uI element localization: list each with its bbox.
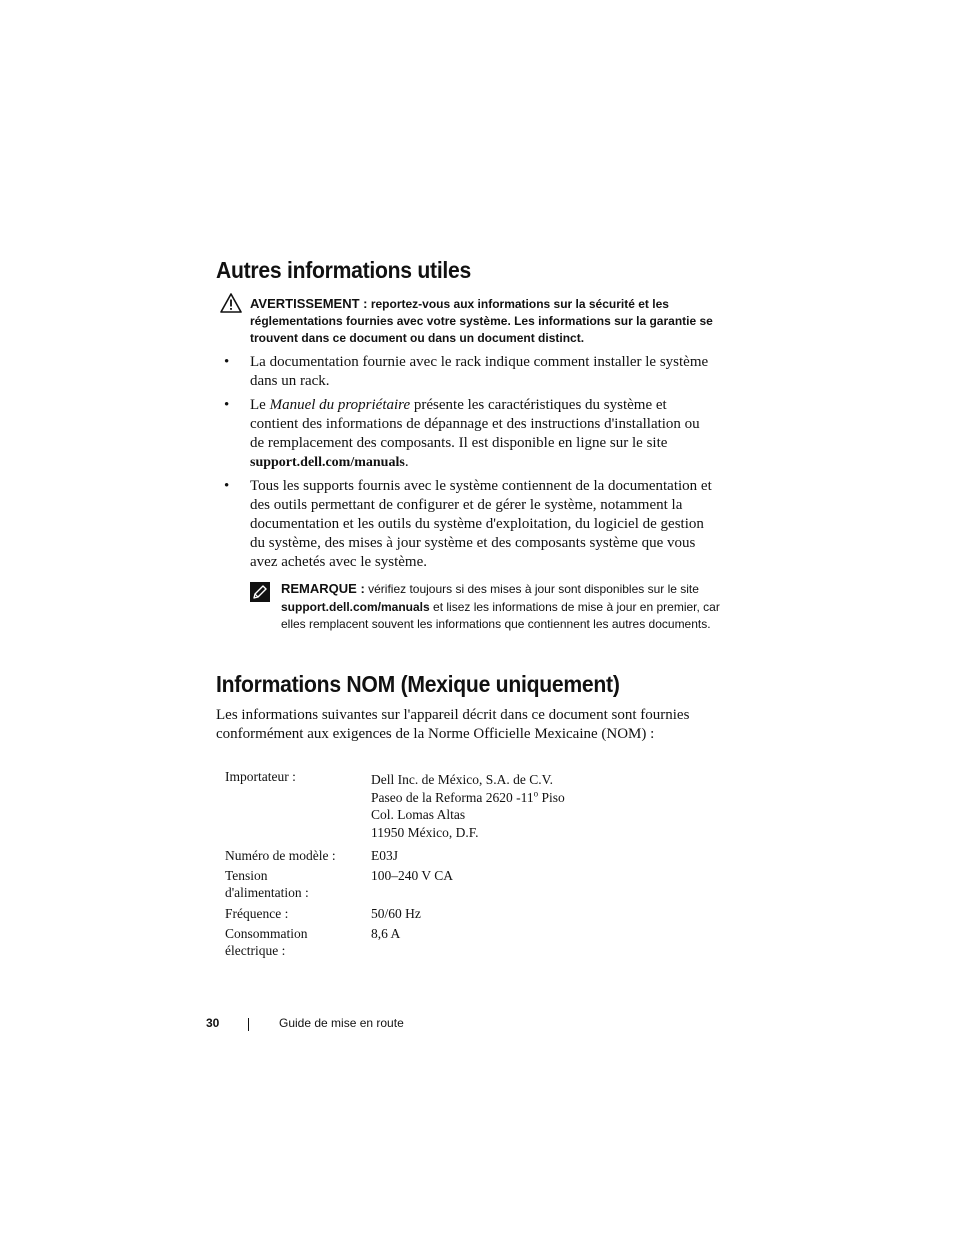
bullet-rack-text: La documentation fournie avec le rack indique comment installer le système dans un rack. (250, 354, 709, 389)
page-footer (206, 1016, 404, 1030)
current-label: Consommation électrique : (225, 925, 308, 958)
importer-line1: Dell Inc. de México, S.A. de C.V. (371, 772, 553, 787)
voltage-value: 100–240 V CA (371, 867, 454, 883)
note-body-post: et lisez les informations de mise à jour en premier, car elles remplacent souvent les informations que contiennent les autres documents. (281, 599, 720, 631)
table-row (225, 768, 645, 841)
nom-info-table (225, 768, 645, 961)
section-heading-useful-info: Autres informations utiles (216, 257, 472, 283)
table-row (225, 847, 645, 865)
nom-intro: Les informations suivantes sur l'appareil décrit dans ce document sont fournies conformément aux exigences de la Norme Officielle Mexicaine (NOM) : (216, 707, 690, 742)
note-body-pre: vérifiez toujours si des mises à jour sont disponibles sur le site (364, 582, 699, 596)
bullet-owner-body: présente les caractéristiques du système et contient des informations de dépannage et des instructions d'installation ou de remplacement des composants. Il est disponible en ligne sur le site (250, 397, 700, 451)
importer-line2-end: Piso (538, 789, 565, 805)
section-heading-nom: Informations NOM (Mexique uniquement) (216, 671, 620, 697)
note-pencil-icon (250, 582, 270, 602)
current-value: 8,6 A (371, 925, 401, 941)
bullet-icon: • (224, 478, 230, 494)
bullet-owner-pre: Le (250, 397, 270, 413)
note-url-link[interactable]: support.dell.com/manuals (281, 599, 430, 614)
frequency-label: Fréquence : (225, 905, 289, 921)
bullet-icon: • (224, 397, 230, 413)
list-item (216, 353, 716, 391)
bullet-media-text: Tous les supports fournis avec le système contiennent de la documentation et des outils permettant de configurer et de gérer le système, notamment la documentation et les outils du système d'exploitation, du logiciel de gestion du système, des mises à jour système et des composants système que vous avez achetés avec le système. (250, 478, 712, 570)
frequency-value: 50/60 Hz (371, 905, 421, 921)
support-url-link[interactable]: support.dell.com/manuals (250, 455, 405, 470)
importer-label: Importateur : (225, 769, 296, 784)
voltage-label: Tension d'alimentation : (225, 867, 309, 900)
owner-manual-title: Manuel du propriétaire (269, 397, 411, 413)
importer-line2-text: Paseo de la Reforma 2620 -11 (371, 789, 534, 805)
note-text (281, 580, 721, 634)
importer-line4: 11950 México, D.F. (371, 824, 479, 840)
model-label: Numéro de modèle : (225, 848, 336, 863)
list-item (216, 477, 716, 572)
bullet-list (216, 353, 716, 577)
bullet-owner-end: . (404, 454, 409, 470)
note-label: REMARQUE : (281, 581, 365, 596)
table-row (225, 867, 645, 905)
warning-text (250, 295, 720, 347)
warning-label: AVERTISSEMENT : (250, 296, 368, 311)
footer-divider (248, 1018, 249, 1031)
importer-line2 (371, 789, 645, 807)
importer-line2-sup: o (533, 788, 539, 798)
importer-line3: Col. Lomas Altas (371, 807, 466, 822)
bullet-icon: • (224, 354, 230, 370)
footer-title: Guide de mise en route (279, 1016, 404, 1030)
importer-value (371, 768, 645, 841)
table-row (225, 925, 645, 961)
page-number: 30 (206, 1016, 220, 1030)
warning-body: reportez-vous aux informations sur la sécurité et les réglementations fournies avec votre système. Les informations sur la garantie se trouvent dans ce document ou dans un document distinct. (250, 297, 713, 345)
model-value: E03J (371, 848, 398, 863)
table-row (225, 905, 645, 925)
list-item (216, 396, 716, 472)
warning-triangle-icon (220, 293, 242, 313)
